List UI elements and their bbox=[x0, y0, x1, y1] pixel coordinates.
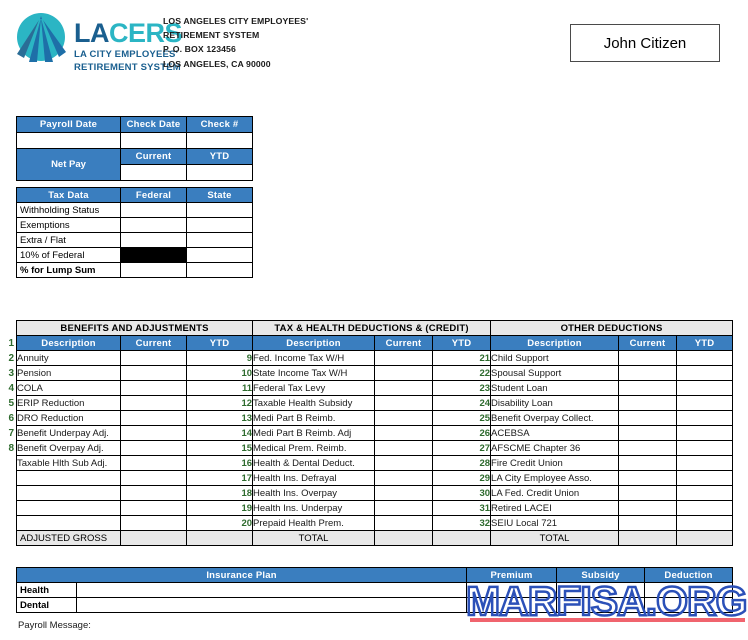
taxhealth-ytd-header: YTD bbox=[433, 336, 491, 351]
tax-row-federal-value[interactable] bbox=[121, 233, 187, 248]
table-row bbox=[17, 233, 253, 248]
benefit-description-empty[interactable] bbox=[17, 516, 121, 531]
table-row bbox=[17, 486, 733, 501]
row-number: 5 bbox=[8, 398, 14, 409]
table-row bbox=[17, 351, 733, 366]
table-row bbox=[17, 516, 733, 531]
benefit-ytd[interactable]: 20 bbox=[187, 516, 253, 531]
benefit-ytd[interactable]: 19 bbox=[187, 501, 253, 516]
row-number: 6 bbox=[8, 413, 14, 424]
other-description: Student Loan bbox=[491, 381, 619, 396]
taxhealth-ytd[interactable]: 23 bbox=[433, 381, 491, 396]
benefit-current-empty[interactable] bbox=[121, 486, 187, 501]
address-line-3: P. O. BOX 123456 bbox=[163, 44, 236, 55]
taxhealth-description: Medical Prem. Reimb. bbox=[253, 441, 375, 456]
totals-row bbox=[17, 531, 733, 546]
taxhealth-ytd[interactable]: 25 bbox=[433, 411, 491, 426]
net-pay-ytd-header: YTD bbox=[187, 149, 253, 165]
taxhealth-total-ytd[interactable] bbox=[433, 531, 491, 546]
taxhealth-total-label: TOTAL bbox=[253, 531, 375, 546]
taxhealth-ytd[interactable]: 24 bbox=[433, 396, 491, 411]
table-row bbox=[17, 568, 733, 583]
taxhealth-ytd[interactable]: 29 bbox=[433, 471, 491, 486]
other-ytd[interactable] bbox=[677, 516, 733, 531]
benefit-current-empty[interactable] bbox=[121, 471, 187, 486]
taxhealth-description: Federal Tax Levy bbox=[253, 381, 375, 396]
benefit-ytd[interactable]: 16 bbox=[187, 456, 253, 471]
lacers-sunburst-logo-icon bbox=[12, 12, 70, 68]
deductions-grid bbox=[16, 320, 733, 546]
tax-row-federal-disabled bbox=[121, 248, 187, 263]
benefit-ytd[interactable]: 14 bbox=[187, 426, 253, 441]
benefit-current[interactable] bbox=[121, 411, 187, 426]
tax-row-state-value[interactable] bbox=[187, 263, 253, 278]
table-row bbox=[17, 456, 733, 471]
other-current[interactable] bbox=[619, 366, 677, 381]
taxhealth-current[interactable] bbox=[375, 366, 433, 381]
table-row bbox=[17, 583, 733, 598]
other-ytd[interactable] bbox=[677, 396, 733, 411]
table-row bbox=[17, 218, 253, 233]
other-description-header: Description bbox=[491, 336, 619, 351]
taxhealth-description: Health Ins. Overpay bbox=[253, 486, 375, 501]
section-title-tax-health: TAX & HEALTH DEDUCTIONS & (CREDIT) bbox=[253, 321, 491, 336]
tax-row-label: % for Lump Sum bbox=[17, 263, 121, 278]
benefit-ytd[interactable]: 15 bbox=[187, 441, 253, 456]
address-line-1: LOS ANGELES CITY EMPLOYEES' bbox=[163, 16, 309, 26]
insurance-plan-table bbox=[16, 567, 733, 613]
table-row bbox=[17, 411, 733, 426]
taxhealth-description: Taxable Health Subsidy bbox=[253, 396, 375, 411]
adjusted-gross-ytd[interactable] bbox=[187, 531, 253, 546]
taxhealth-current[interactable] bbox=[375, 396, 433, 411]
adjusted-gross-label: ADJUSTED GROSS bbox=[17, 531, 121, 546]
organization-address bbox=[163, 14, 308, 71]
taxhealth-description: Medi Part B Reimb. Adj bbox=[253, 426, 375, 441]
logo-cers: CERS bbox=[109, 18, 183, 48]
taxhealth-description: Health Ins. Defrayal bbox=[253, 471, 375, 486]
tax-data-table bbox=[16, 187, 253, 278]
dental-plan-value[interactable] bbox=[77, 598, 467, 613]
table-row bbox=[17, 149, 253, 165]
taxhealth-description: State Income Tax W/H bbox=[253, 366, 375, 381]
other-description: LA City Employee Asso. bbox=[491, 471, 619, 486]
federal-header: Federal bbox=[121, 188, 187, 203]
row-number: 4 bbox=[8, 383, 14, 394]
benefit-current-empty[interactable] bbox=[121, 501, 187, 516]
row-number: 3 bbox=[8, 368, 14, 379]
table-row bbox=[17, 598, 733, 613]
table-row bbox=[17, 263, 253, 278]
benefit-description-empty[interactable] bbox=[17, 471, 121, 486]
taxhealth-current[interactable] bbox=[375, 381, 433, 396]
tax-row-state-value[interactable] bbox=[187, 248, 253, 263]
other-current[interactable] bbox=[619, 441, 677, 456]
benefit-current[interactable] bbox=[121, 366, 187, 381]
adjusted-gross-current[interactable] bbox=[121, 531, 187, 546]
taxhealth-ytd[interactable]: 21 bbox=[433, 351, 491, 366]
benefit-description-empty[interactable] bbox=[17, 501, 121, 516]
address-line-4: LOS ANGELES, CA 90000 bbox=[163, 58, 271, 69]
table-row bbox=[17, 471, 733, 486]
other-current[interactable] bbox=[619, 426, 677, 441]
taxhealth-current[interactable] bbox=[375, 501, 433, 516]
payroll-date-header: Payroll Date bbox=[17, 117, 121, 133]
tax-row-federal-value[interactable] bbox=[121, 218, 187, 233]
taxhealth-description-header: Description bbox=[253, 336, 375, 351]
benefit-ytd[interactable]: 17 bbox=[187, 471, 253, 486]
table-row bbox=[17, 426, 733, 441]
taxhealth-current[interactable] bbox=[375, 471, 433, 486]
address-line-2: RETIREMENT SYSTEM bbox=[163, 30, 260, 41]
table-row bbox=[17, 133, 253, 149]
other-description: Benefit Overpay Collect. bbox=[491, 411, 619, 426]
insurance-plan-title: Insurance Plan bbox=[17, 568, 467, 583]
benefit-current[interactable] bbox=[121, 396, 187, 411]
row-number: 7 bbox=[8, 428, 14, 439]
deduction-header: Deduction bbox=[645, 568, 733, 583]
section-title-other: OTHER DEDUCTIONS bbox=[491, 321, 733, 336]
other-ytd[interactable] bbox=[677, 381, 733, 396]
tax-data-header: Tax Data bbox=[17, 188, 121, 203]
table-row bbox=[17, 366, 733, 381]
taxhealth-current[interactable] bbox=[375, 486, 433, 501]
other-description: Spousal Support bbox=[491, 366, 619, 381]
taxhealth-current-header: Current bbox=[375, 336, 433, 351]
benefit-description: DRO Reduction bbox=[17, 411, 121, 426]
benefit-current[interactable] bbox=[121, 381, 187, 396]
payroll-message-label: Payroll Message: bbox=[18, 620, 91, 631]
health-plan-value[interactable] bbox=[77, 583, 467, 598]
other-current[interactable] bbox=[619, 501, 677, 516]
other-ytd-header: YTD bbox=[677, 336, 733, 351]
state-header: State bbox=[187, 188, 253, 203]
benefits-description-header: Description bbox=[17, 336, 121, 351]
section-title-benefits: BENEFITS AND ADJUSTMENTS bbox=[17, 321, 253, 336]
health-deduction-value[interactable] bbox=[645, 583, 733, 598]
taxhealth-ytd[interactable]: 22 bbox=[433, 366, 491, 381]
taxhealth-current[interactable] bbox=[375, 516, 433, 531]
tax-row-state-value[interactable] bbox=[187, 218, 253, 233]
other-current[interactable] bbox=[619, 456, 677, 471]
table-row bbox=[17, 321, 733, 336]
tax-row-federal-value[interactable] bbox=[121, 203, 187, 218]
benefit-current[interactable] bbox=[121, 351, 187, 366]
table-row bbox=[17, 117, 253, 133]
net-pay-ytd-value[interactable] bbox=[187, 165, 253, 181]
dental-premium-value[interactable] bbox=[467, 598, 557, 613]
other-ytd[interactable] bbox=[677, 366, 733, 381]
benefit-ytd[interactable]: 18 bbox=[187, 486, 253, 501]
tax-row-label: 10% of Federal bbox=[17, 248, 121, 263]
other-description: ACEBSA bbox=[491, 426, 619, 441]
benefits-current-header: Current bbox=[121, 336, 187, 351]
taxhealth-description: Fed. Income Tax W/H bbox=[253, 351, 375, 366]
member-name-box bbox=[570, 24, 720, 62]
net-pay-current-value[interactable] bbox=[121, 165, 187, 181]
row-number-gutter bbox=[0, 336, 14, 456]
other-ytd[interactable] bbox=[677, 486, 733, 501]
benefit-description: COLA bbox=[17, 381, 121, 396]
other-ytd[interactable] bbox=[677, 501, 733, 516]
tax-row-state-value[interactable] bbox=[187, 233, 253, 248]
other-ytd[interactable] bbox=[677, 411, 733, 426]
benefit-description-empty[interactable] bbox=[17, 486, 121, 501]
health-subsidy-value[interactable] bbox=[557, 583, 645, 598]
dental-row-label: Dental bbox=[17, 598, 77, 613]
table-row bbox=[17, 501, 733, 516]
lacers-logo-block bbox=[12, 12, 182, 73]
taxhealth-description: Medi Part B Reimb. bbox=[253, 411, 375, 426]
row-number: 1 bbox=[8, 338, 14, 349]
tax-row-label: Withholding Status bbox=[17, 203, 121, 218]
health-premium-value[interactable] bbox=[467, 583, 557, 598]
dental-deduction-value[interactable] bbox=[645, 598, 733, 613]
net-pay-label: Net Pay bbox=[17, 149, 121, 181]
taxhealth-current[interactable] bbox=[375, 411, 433, 426]
health-row-label: Health bbox=[17, 583, 77, 598]
dental-subsidy-value[interactable] bbox=[557, 598, 645, 613]
benefit-ytd[interactable]: 11 bbox=[187, 381, 253, 396]
taxhealth-ytd[interactable]: 31 bbox=[433, 501, 491, 516]
table-row bbox=[17, 441, 733, 456]
other-description: Fire Credit Union bbox=[491, 456, 619, 471]
subsidy-header: Subsidy bbox=[557, 568, 645, 583]
other-total-ytd[interactable] bbox=[677, 531, 733, 546]
benefit-ytd[interactable]: 12 bbox=[187, 396, 253, 411]
other-current[interactable] bbox=[619, 471, 677, 486]
table-row bbox=[17, 188, 253, 203]
check-number-value[interactable] bbox=[187, 133, 253, 149]
table-row bbox=[17, 203, 253, 218]
taxhealth-current[interactable] bbox=[375, 426, 433, 441]
table-row bbox=[17, 381, 733, 396]
tax-row-state-value[interactable] bbox=[187, 203, 253, 218]
other-ytd[interactable] bbox=[677, 426, 733, 441]
benefit-description: Taxable Hlth Sub Adj. bbox=[17, 456, 121, 471]
benefit-current-empty[interactable] bbox=[121, 516, 187, 531]
benefit-ytd[interactable]: 10 bbox=[187, 366, 253, 381]
watermark-underline bbox=[470, 618, 745, 622]
tax-row-label: Extra / Flat bbox=[17, 233, 121, 248]
taxhealth-ytd[interactable]: 28 bbox=[433, 456, 491, 471]
row-number: 8 bbox=[8, 443, 14, 454]
benefit-current[interactable] bbox=[121, 456, 187, 471]
other-current[interactable] bbox=[619, 486, 677, 501]
benefit-current[interactable] bbox=[121, 426, 187, 441]
check-date-value[interactable] bbox=[121, 133, 187, 149]
benefit-ytd[interactable]: 9 bbox=[187, 351, 253, 366]
taxhealth-ytd[interactable]: 32 bbox=[433, 516, 491, 531]
benefit-current[interactable] bbox=[121, 441, 187, 456]
taxhealth-ytd[interactable]: 30 bbox=[433, 486, 491, 501]
other-description: Disability Loan bbox=[491, 396, 619, 411]
table-row bbox=[17, 396, 733, 411]
benefit-description: Pension bbox=[17, 366, 121, 381]
tax-row-label: Exemptions bbox=[17, 218, 121, 233]
benefit-description: Benefit Underpay Adj. bbox=[17, 426, 121, 441]
other-description: AFSCME Chapter 36 bbox=[491, 441, 619, 456]
other-total-current[interactable] bbox=[619, 531, 677, 546]
other-description: LA Fed. Credit Union bbox=[491, 486, 619, 501]
benefit-description: Benefit Overpay Adj. bbox=[17, 441, 121, 456]
taxhealth-current[interactable] bbox=[375, 456, 433, 471]
taxhealth-description: Prepaid Health Prem. bbox=[253, 516, 375, 531]
benefits-ytd-header: YTD bbox=[187, 336, 253, 351]
other-current[interactable] bbox=[619, 516, 677, 531]
logo-la: LA bbox=[74, 18, 109, 48]
check-date-header: Check Date bbox=[121, 117, 187, 133]
other-description: Retired LACEI bbox=[491, 501, 619, 516]
other-current[interactable] bbox=[619, 381, 677, 396]
other-current[interactable] bbox=[619, 396, 677, 411]
check-number-header: Check # bbox=[187, 117, 253, 133]
other-current[interactable] bbox=[619, 411, 677, 426]
member-name: John Citizen bbox=[603, 34, 687, 52]
benefit-ytd[interactable]: 13 bbox=[187, 411, 253, 426]
other-current[interactable] bbox=[619, 351, 677, 366]
payroll-date-value[interactable] bbox=[17, 133, 121, 149]
logo-tagline-line2: RETIREMENT SYSTEM bbox=[74, 62, 181, 73]
logo-tagline-line1: LA CITY EMPLOYEES' bbox=[74, 49, 179, 60]
taxhealth-description: Health & Dental Deduct. bbox=[253, 456, 375, 471]
other-ytd[interactable] bbox=[677, 471, 733, 486]
taxhealth-description: Health Ins. Underpay bbox=[253, 501, 375, 516]
net-pay-current-header: Current bbox=[121, 149, 187, 165]
document-header bbox=[0, 0, 748, 100]
other-total-label: TOTAL bbox=[491, 531, 619, 546]
other-ytd[interactable] bbox=[677, 456, 733, 471]
row-number: 2 bbox=[8, 353, 14, 364]
tax-row-federal-value[interactable] bbox=[121, 263, 187, 278]
taxhealth-total-current[interactable] bbox=[375, 531, 433, 546]
taxhealth-current[interactable] bbox=[375, 441, 433, 456]
taxhealth-ytd[interactable]: 27 bbox=[433, 441, 491, 456]
other-description: Child Support bbox=[491, 351, 619, 366]
taxhealth-current[interactable] bbox=[375, 351, 433, 366]
taxhealth-ytd[interactable]: 26 bbox=[433, 426, 491, 441]
other-description: SEIU Local 721 bbox=[491, 516, 619, 531]
table-row bbox=[17, 248, 253, 263]
other-ytd[interactable] bbox=[677, 351, 733, 366]
other-current-header: Current bbox=[619, 336, 677, 351]
benefit-description: Annuity bbox=[17, 351, 121, 366]
other-ytd[interactable] bbox=[677, 441, 733, 456]
premium-header: Premium bbox=[467, 568, 557, 583]
payroll-date-table bbox=[16, 116, 253, 181]
benefit-description: ERIP Reduction bbox=[17, 396, 121, 411]
table-row bbox=[17, 336, 733, 351]
